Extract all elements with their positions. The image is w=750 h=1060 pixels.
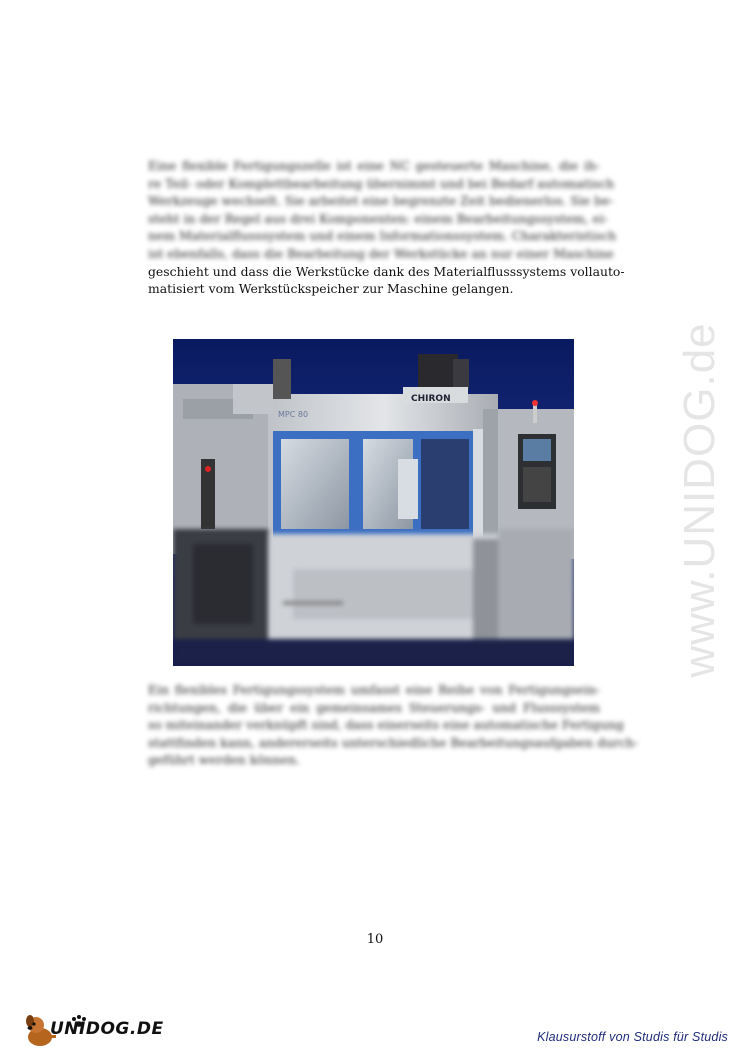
text-line: steht in der Regel aus drei Komponenten: einem Bearbeitungssystem, ei- [148,210,609,226]
model-plate: MPC 80 [278,410,309,419]
text-line: nem Materialflusssystem und einem Informationssystem. Charakteristisch [148,228,617,244]
text-line: re Teil- oder Komplettbearbeitung übernimmt und bei Bedarf automatisch [148,175,615,191]
text-line: Ein flexibles Fertigungssystem umfasst eine Reihe von Fertigungsein- [148,682,600,697]
text-line: richtungen, die über ein gemeinsames Steuerungs- und Flusssystem [148,699,600,715]
clear-text-block [148,263,625,298]
paragraph-flexible-system [148,681,639,769]
text-line: geschieht und dass die Werkstücke dank des Materialflusssystems vollauto- [148,263,625,279]
text-line: Eine flexible Fertigungszelle ist eine NC gesteuerte Maschine, die ih- [148,158,600,173]
text-line: ist ebenfalls, dass die Bearbeitung der Werkstücke an nur einer Maschine [148,245,614,261]
machining-center-illustration [173,339,574,666]
paragraph-flexible-cell [148,157,625,298]
text-line: stattfinden kann, andererseits unterschiedliche Bearbeitungsaufgaben durch- [148,734,639,750]
page-number: 10 [366,932,384,947]
machine-photo [173,339,574,666]
text-line: Werkzeuge wechselt. Sie arbeitet eine begrenzte Zeit bedienerlos. Sie be- [148,193,614,209]
text-line: so miteinander verknüpft sind, dass einerseits eine automatische Fertigung [148,717,624,733]
text-line: geführt werden können. [148,752,300,768]
blurred-text-block [148,157,617,263]
logo-text: UNIDOG.DE [50,1019,164,1039]
site-watermark: www.UNIDOG.de [675,322,724,678]
brand-plate: CHIRON [411,394,451,404]
footer-slogan: Klausurstoff von Studis für Studis [537,1030,728,1044]
text-line: matisiert vom Werkstückspeicher zur Maschine gelangen. [148,281,514,297]
window-left [281,439,349,529]
